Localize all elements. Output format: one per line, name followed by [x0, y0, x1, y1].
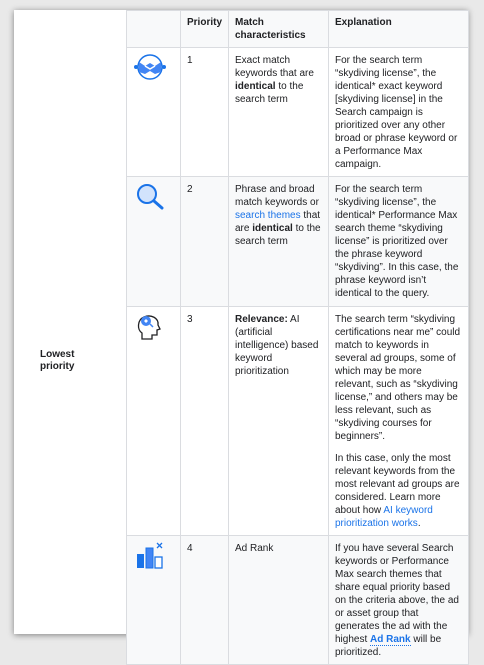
- table-row: [127, 48, 469, 177]
- priority-pyramid: [14, 10, 127, 634]
- match-cell: Ad Rank: [229, 536, 329, 665]
- header-priority: Priority: [181, 11, 229, 48]
- header-explanation: Explanation: [329, 11, 469, 48]
- priority-cell: 2: [181, 177, 229, 307]
- row-icon-cell: [127, 536, 181, 665]
- handshake-icon: [133, 52, 167, 82]
- table-row: [127, 307, 469, 536]
- header-icon: [127, 11, 181, 48]
- priority-figure: [14, 10, 468, 658]
- ad-rank-link[interactable]: Ad Rank: [370, 634, 411, 645]
- magnifier-icon: [133, 181, 167, 211]
- ai-keyword-prioritization-link[interactable]: AI keyword prioritization works: [335, 505, 433, 529]
- ad-rank-chart-icon: [133, 540, 167, 570]
- row-icon-cell: [127, 177, 181, 307]
- match-cell: Exact match keywords that are identical to the search term: [229, 48, 329, 177]
- priority-table: [126, 10, 469, 665]
- priority-cell: 3: [181, 307, 229, 536]
- match-cell: Relevance: AI (artificial intelligence) based keyword prioritization: [229, 307, 329, 536]
- row-icon-cell: [127, 48, 181, 177]
- header-match-characteristics: Match characteristics: [229, 11, 329, 48]
- priority-cell: 4: [181, 536, 229, 665]
- explanation-cell: The search term “skydiving certifications near me” could match to keywords in several ad groups, some of which may be more relevant, such as “skydiving license,” and others may be less relevant, such as “skydiving courses for beginners”. In this case, only the most relevant keywords from the most relevant ad groups are considered. Learn more about how AI keyword prioritization works.: [329, 307, 469, 536]
- explanation-cell: For the search term “skydiving license”, the identical* Performance Max search theme “skydiving license” is prioritized over the phrase keyword “skydiving”. In this case, the phrase keyword isn’t identical to the query.: [329, 177, 469, 307]
- ai-head-icon: [133, 311, 167, 343]
- table-row: [127, 177, 469, 307]
- table-header-row: [127, 11, 469, 48]
- search-themes-link[interactable]: search themes: [235, 210, 301, 221]
- row-icon-cell: [127, 307, 181, 536]
- priority-cell: 1: [181, 48, 229, 177]
- match-cell: Phrase and broad match keywords or search themes that are identical to the search term: [229, 177, 329, 307]
- top-priority-label: Top priority: [64, 63, 100, 86]
- lowest-priority-label: Lowest priority: [40, 349, 75, 372]
- explanation-cell: For the search term “skydiving license”, the identical* exact keyword [skydiving license] in the Search campaign is prioritized over any other broad or phrase keyword or a Performance Max campaign.: [329, 48, 469, 177]
- table-row: [127, 536, 469, 665]
- explanation-cell: If you have several Search keywords or Performance Max search themes that share equal priority based on the criteria above, the ad or asset group that generates the ad with the highest Ad Rank will be prioritized.: [329, 536, 469, 665]
